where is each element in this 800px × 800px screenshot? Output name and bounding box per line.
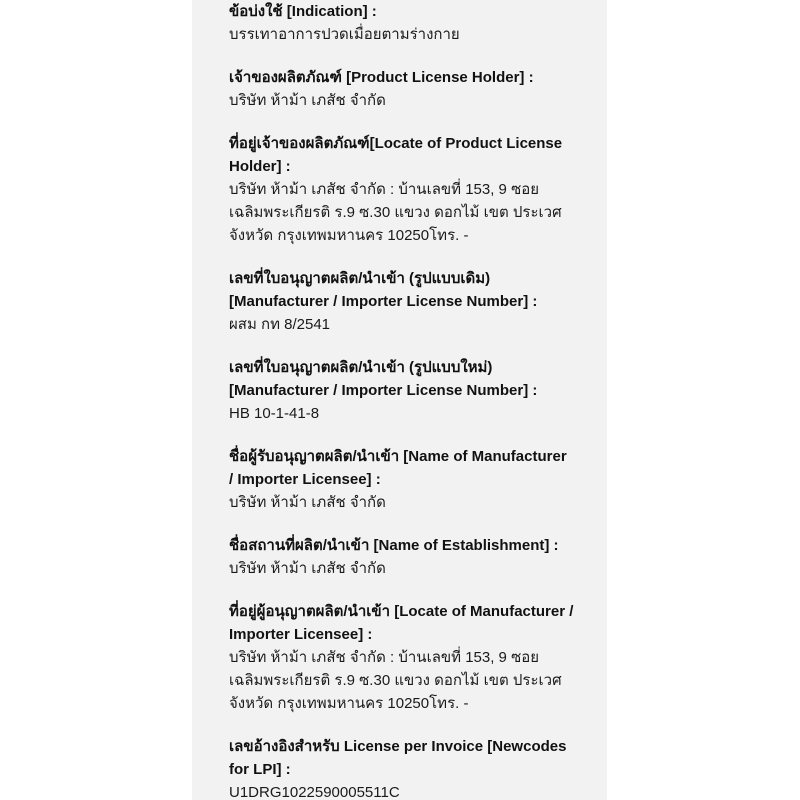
field-holder-address	[229, 132, 599, 247]
field-label: ข้อบ่งใช้ [Indication] :	[229, 3, 377, 20]
field-indication	[229, 0, 599, 46]
field-label: เลขที่ใบอนุญาตผลิต/นำเข้า (รูปแบบใหม่) [Manufacturer / Importer License Number] :	[229, 359, 538, 399]
field-lpi-code	[229, 735, 599, 800]
field-licensee-name	[229, 445, 599, 514]
field-value: บริษัท ห้าม้า เภสัช จำกัด : บ้านเลขที่ 153, 9 ซอย เฉลิมพระเกียรติ ร.9 ซ.30 แขวง ดอกไม้ เขต ประเวศ จังหวัด กรุงเทพมหานคร 10250โทร. -	[229, 181, 562, 244]
field-license-number-new	[229, 356, 599, 425]
field-establishment-name	[229, 534, 599, 580]
field-licensee-address	[229, 600, 599, 715]
field-label: ชื่อสถานที่ผลิต/นำเข้า [Name of Establishment] :	[229, 537, 559, 554]
field-value: บริษัท ห้าม้า เภสัช จำกัด : บ้านเลขที่ 153, 9 ซอย เฉลิมพระเกียรติ ร.9 ซ.30 แขวง ดอกไม้ เขต ประเวศ จังหวัด กรุงเทพมหานคร 10250โทร. -	[229, 649, 562, 712]
field-license-number-old	[229, 267, 599, 336]
field-value: บริษัท ห้าม้า เภสัช จำกัด	[229, 494, 386, 511]
field-value: U1DRG1022590005511C	[229, 784, 400, 800]
field-label: เลขอ้างอิงสำหรับ License per Invoice [Newcodes for LPI] :	[229, 738, 567, 778]
field-value: HB 10-1-41-8	[229, 405, 320, 422]
field-label: ที่อยู่เจ้าของผลิตภัณฑ์[Locate of Product License Holder] :	[229, 135, 563, 175]
field-value: บริษัท ห้าม้า เภสัช จำกัด	[229, 560, 386, 577]
field-value: บริษัท ห้าม้า เภสัช จำกัด	[229, 92, 386, 109]
field-label: เลขที่ใบอนุญาตผลิต/นำเข้า (รูปแบบเดิม) [Manufacturer / Importer License Number] :	[229, 270, 538, 310]
field-value: ผสม กท 8/2541	[229, 316, 331, 333]
field-label: ชื่อผู้รับอนุญาตผลิต/นำเข้า [Name of Manufacturer / Importer Licensee] :	[229, 448, 567, 488]
field-label: เจ้าของผลิตภัณฑ์ [Product License Holder] :	[229, 69, 534, 86]
field-product-license-holder	[229, 66, 599, 112]
field-label: ที่อยู่ผู้อนุญาตผลิต/นำเข้า [Locate of Manufacturer / Importer Licensee] :	[229, 603, 574, 643]
product-info-panel	[192, 0, 607, 800]
field-value: บรรเทาอาการปวดเมื่อยตามร่างกาย	[229, 26, 460, 43]
